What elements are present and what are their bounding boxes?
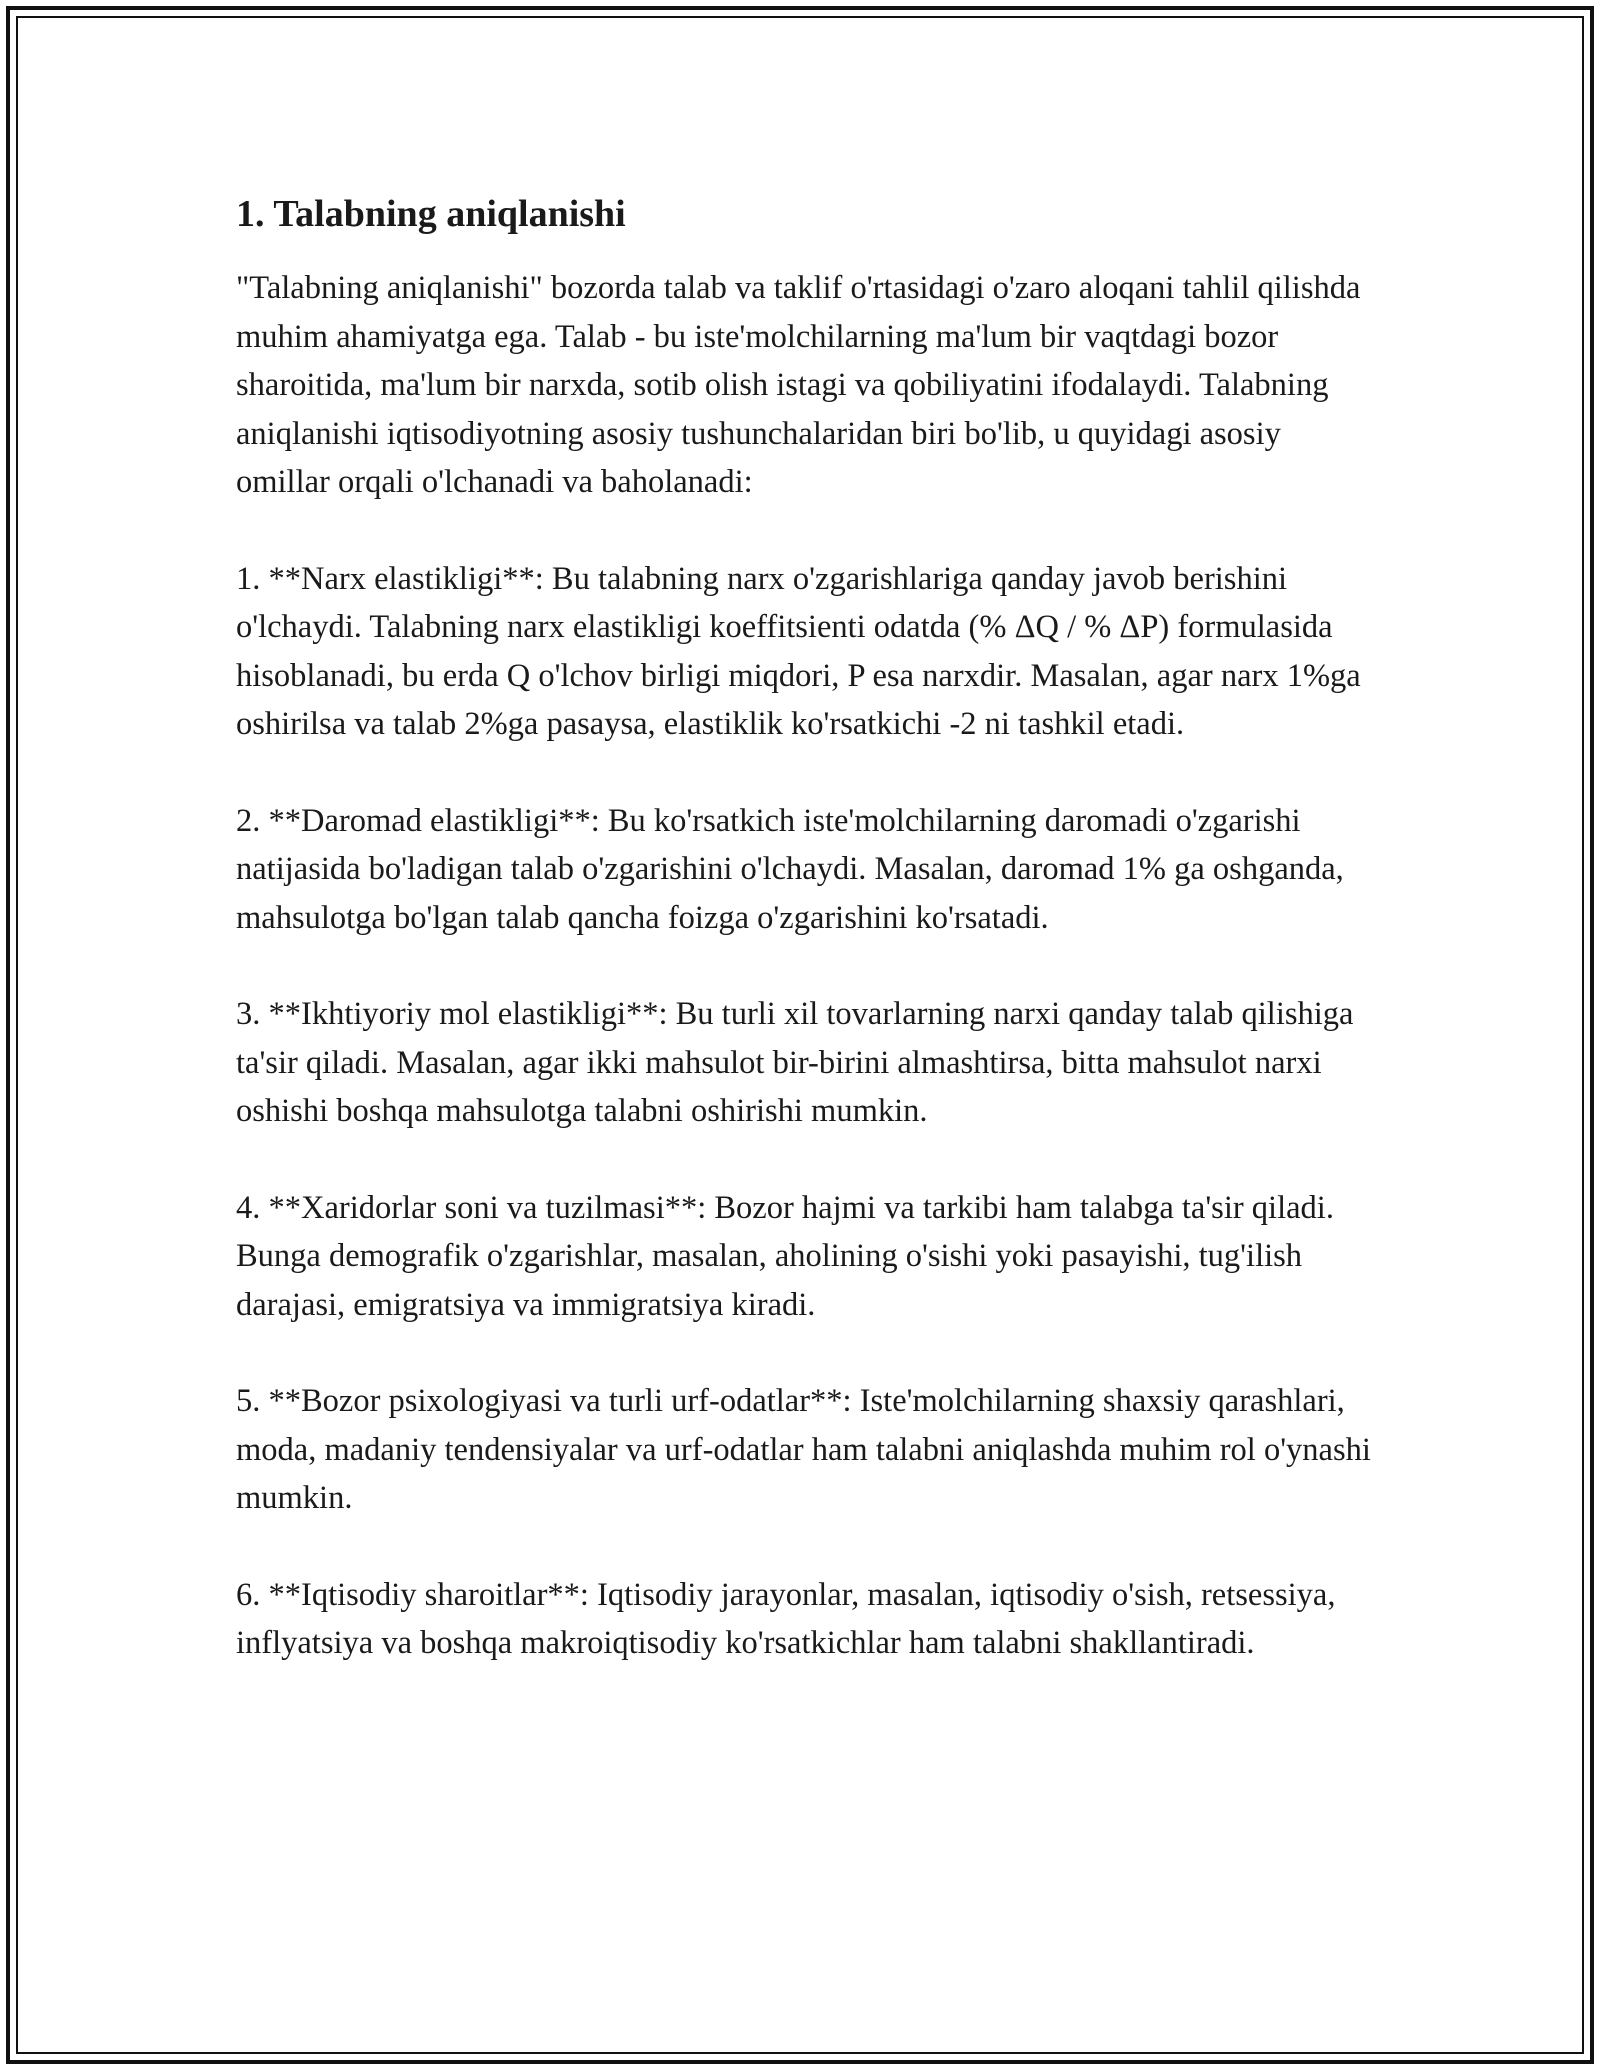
intro-paragraph: "Talabning aniqlanishi" bozorda talab va taklif o'rtasidagi o'zaro aloqani tahlil qilishda muhim ahamiyatga ega. Talab - bu iste'molchilarning ma'lum bir vaqtdagi bozor sharoitida, ma'lum bir narxda, sotib olish istagi va qobiliyatini ifodalaydi. Talabning aniqlanishi iqtisodiyotning asosiy tushunchalaridan biri bo'lib, u quyidagi asosiy omillar orqali o'lchanadi va baholanadi: <box>236 270 1361 500</box>
list-item-xaridorlar-soni: 4. **Xaridorlar soni va tuzilmasi**: Bozor hajmi va tarkibi ham talabga ta'sir qiladi. Bunga demografik o'zgarishlar, masalan, aholining o'sishi yoki pasayishi, tug'ilish darajasi, emigratsiya va immigratsiya kiradi. <box>236 1189 1334 1323</box>
list-item-ikhtiyoriy-mol-elastikligi: 3. **Ikhtiyoriy mol elastikligi**: Bu turli xil tovarlarning narxi qanday talab qilishiga ta'sir qiladi. Masalan, agar ikki mahsulot bir-birini almashtirsa, bitta mahsulot narxi oshishi boshqa mahsulotga talabni oshirishi mumkin. <box>236 996 1354 1129</box>
document-body <box>236 186 1376 1716</box>
list-item-narx-elastikligi: 1. **Narx elastikligi**: Bu talabning narx o'zgarishlariga qanday javob berishini o'lchaydi. Talabning narx elastikligi koeffitsienti odatda (% ΔQ / % ΔP) formulasida hisoblanadi, bu erda Q o'lchov birligi miqdori, P esa narxdir. Masalan, agar narx 1%ga oshirilsa va talab 2%ga pasaysa, elastiklik ko'rsatkichi -2 ni tashkil etadi. <box>236 560 1361 742</box>
list-item-daromad-elastikligi: 2. **Daromad elastikligi**: Bu ko'rsatkich iste'molchilarning daromadi o'zgarishi natijasida bo'ladigan talab o'zgarishini o'lchaydi. Masalan, daromad 1% ga oshganda, mahsulotga bo'lgan talab qancha foizga o'zgarishini ko'rsatadi. <box>236 802 1344 936</box>
section-heading: 1. Talabning aniqlanishi <box>236 193 626 235</box>
list-item-bozor-psixologiyasi: 5. **Bozor psixologiyasi va turli urf-odatlar**: Iste'molchilarning shaxsiy qarashlari, moda, madaniy tendensiyalar va urf-odatlar ham talabni aniqlashda muhim rol o'ynashi mumkin. <box>236 1383 1371 1516</box>
list-item-iqtisodiy-sharoitlar: 6. **Iqtisodiy sharoitlar**: Iqtisodiy jarayonlar, masalan, iqtisodiy o'sish, retsessiya, inflyatsiya va boshqa makroiqtisodiy ko'rsatkichlar ham talabni shakllantiradi. <box>236 1576 1336 1661</box>
